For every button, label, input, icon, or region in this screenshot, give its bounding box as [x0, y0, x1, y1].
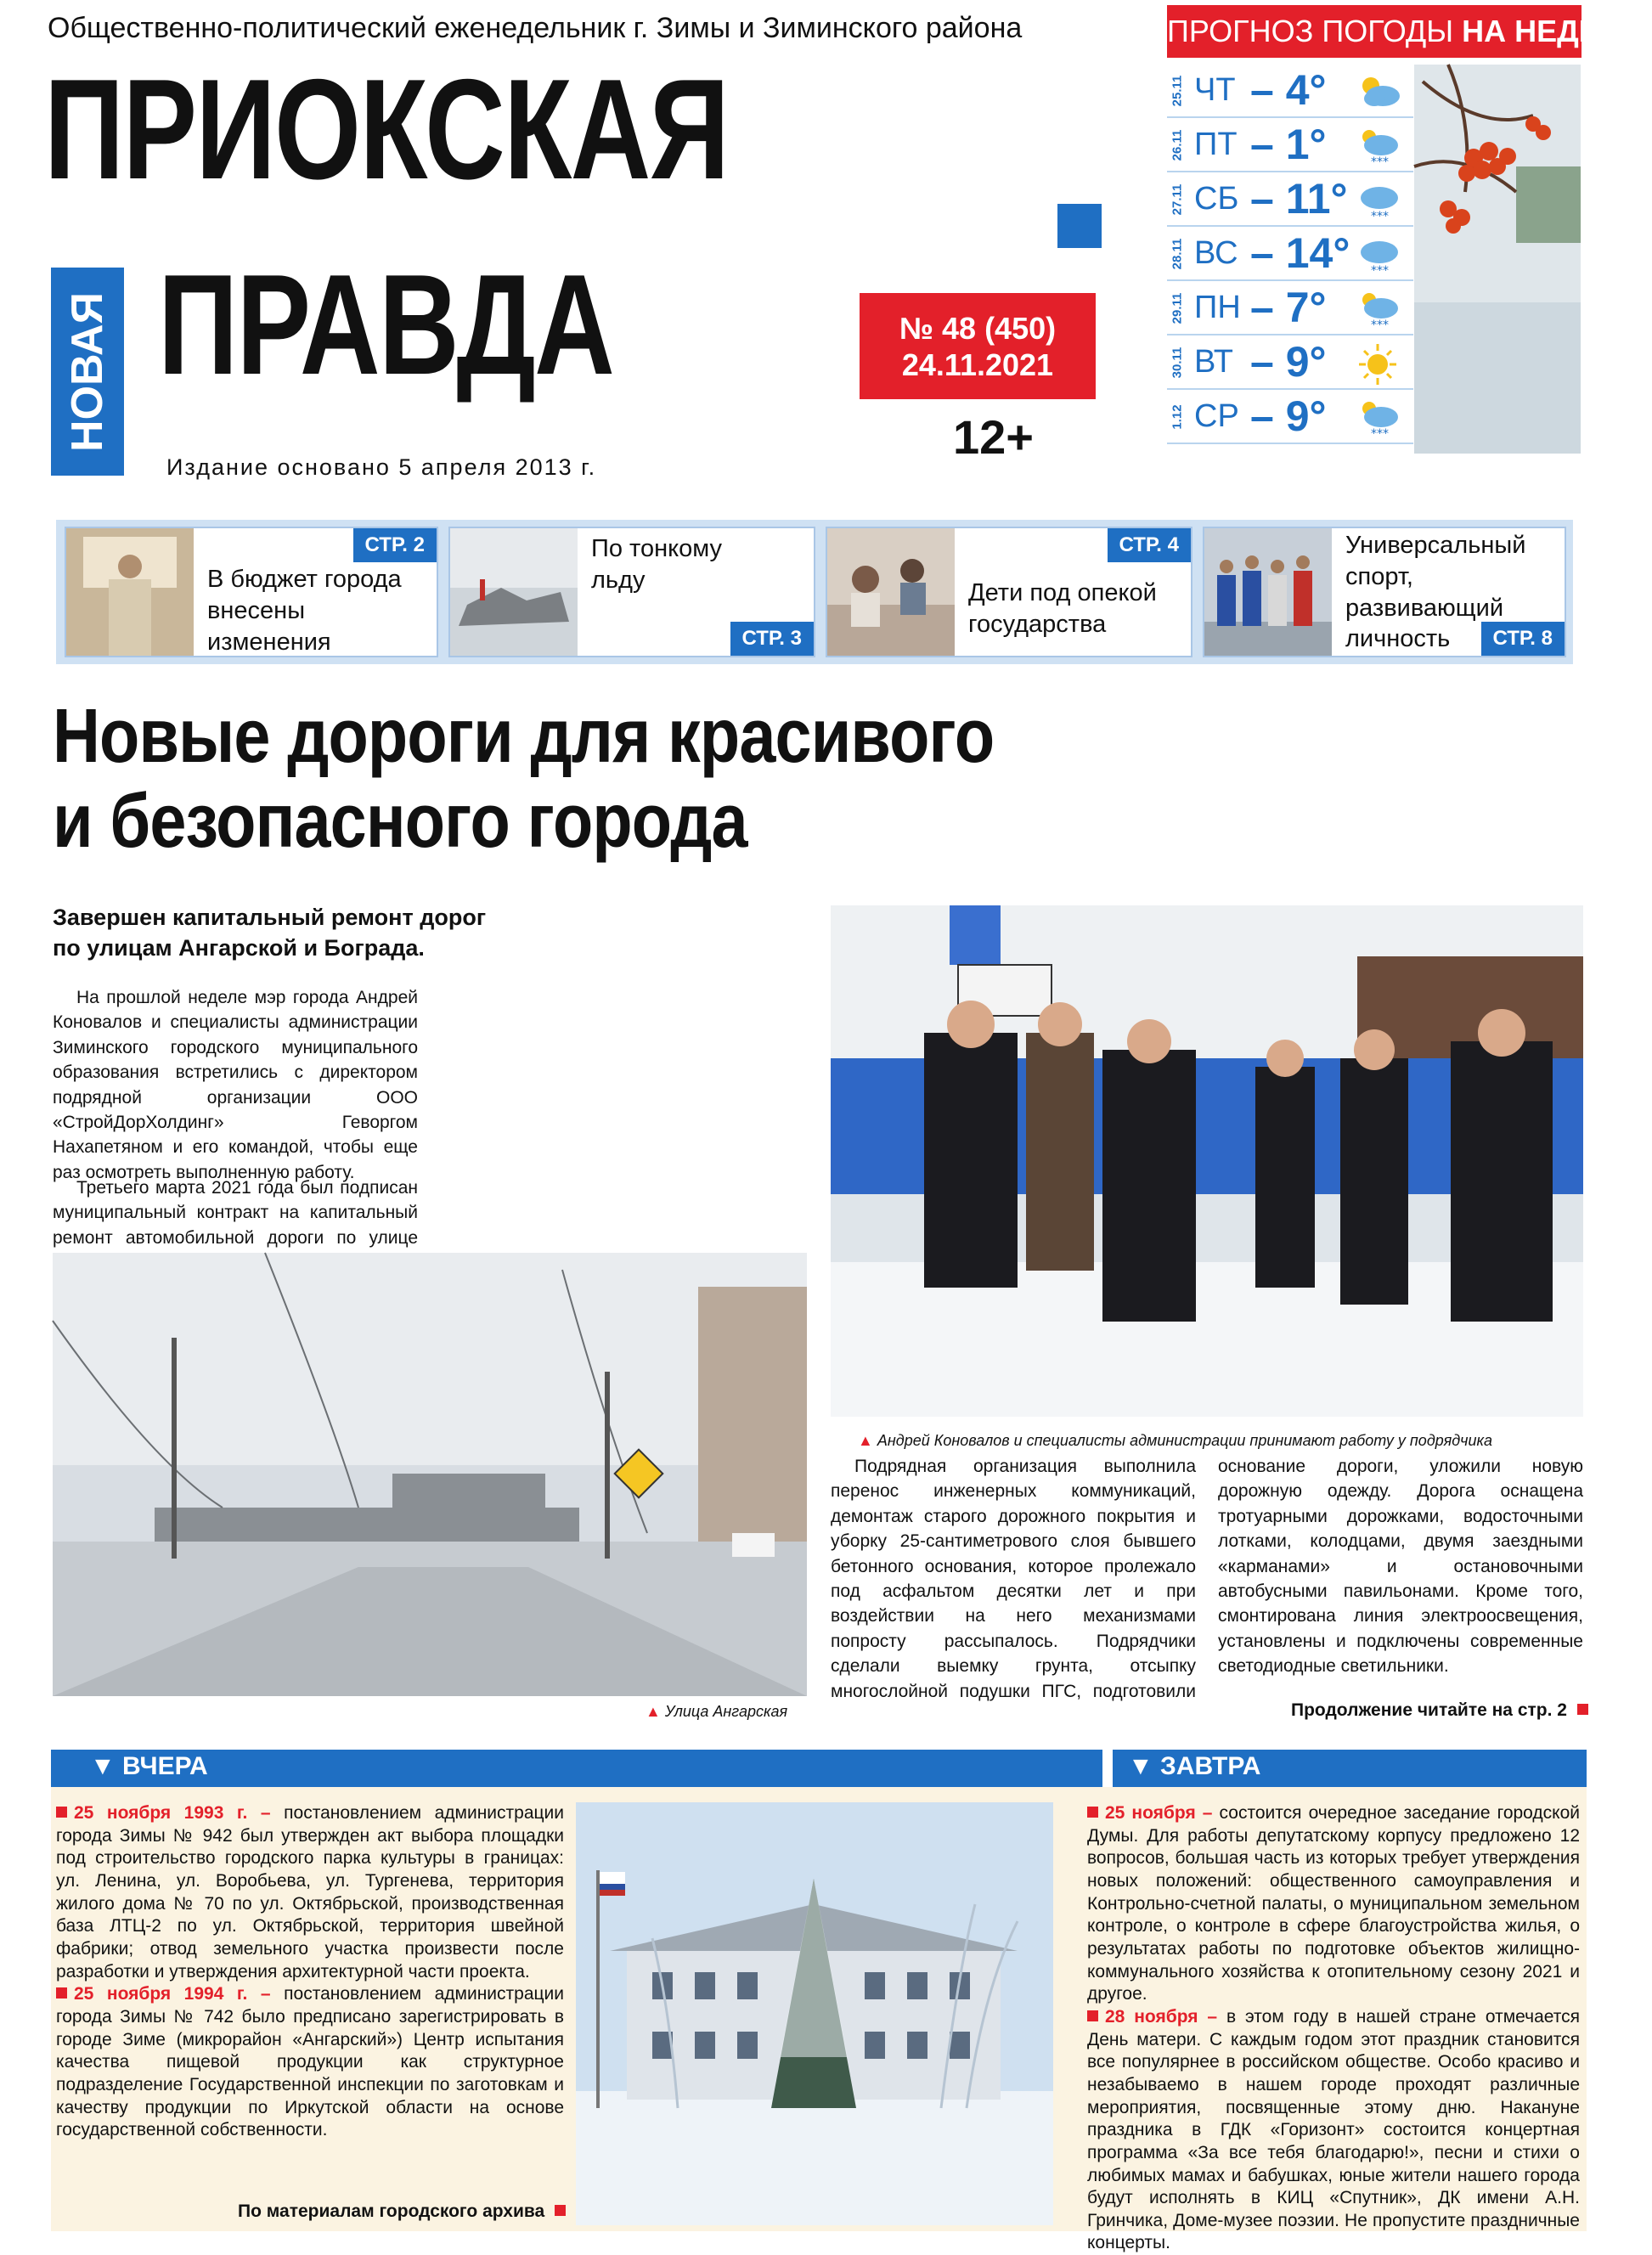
- archive-source-text: По материалам городского архива: [238, 2201, 545, 2221]
- teaser-page-badge: СТР. 8: [1481, 622, 1565, 656]
- yesterday-item: [56, 1983, 564, 2142]
- title-blue-square: [1057, 204, 1102, 248]
- weather-temp: – 11°: [1250, 175, 1348, 223]
- newspaper-title-line2: ПРАВДА: [158, 245, 614, 404]
- weather-row: [1167, 390, 1413, 444]
- age-rating: 12+: [953, 410, 1034, 464]
- yesterday-title: ▼ ВЧЕРА: [90, 1752, 208, 1780]
- yesterday-column: [56, 1802, 564, 2142]
- weather-temp: – 9°: [1250, 338, 1327, 386]
- weather-day: ПН: [1194, 290, 1241, 325]
- teaser-page-badge: СТР. 4: [1108, 528, 1192, 562]
- caption-text: Андрей Коновалов и специалисты администрации принимают работу у подрядчика: [877, 1432, 1492, 1449]
- article-paragraph: Третьего марта 2021 года был подписан муниципальный контракт на капитальный ремонт автомобильной дороги по улице: [53, 1178, 418, 1248]
- weather-heading-prefix: ПРОГНОЗ ПОГОДЫ: [1167, 14, 1463, 48]
- teaser-text: По тонкому льду: [591, 535, 723, 594]
- article-headline: [53, 695, 994, 865]
- sun-icon: [1352, 342, 1403, 386]
- snow-cloud-icon: [1352, 234, 1403, 278]
- yesterday-item: [56, 1802, 564, 1983]
- tomorrow-item-date: 25 ноября –: [1105, 1803, 1213, 1823]
- teaser-photo: [1204, 528, 1332, 656]
- article-paragraph: На прошлой неделе мэр города Андрей Коновалов и специалисты администрации Зиминского городского муниципального образования встретились с директором подрядной организации ООО «СтройДорХолдинг» Геворгом Нахапетяном и его командой, чтобы еще раз осмотреть выполненную работу.: [53, 988, 418, 1182]
- weather-date: 1.12: [1170, 404, 1185, 430]
- weather-row: [1167, 118, 1413, 172]
- weather-heading-bold: НА НЕДЕЛЮ: [1462, 14, 1652, 48]
- teaser-ice[interactable]: [448, 527, 815, 657]
- weather-temp: – 1°: [1250, 121, 1327, 168]
- teaser-text: В бюджет города внесены изменения: [207, 566, 402, 656]
- cloud-sun-icon: [1352, 70, 1403, 115]
- weather-day: ПТ: [1194, 127, 1238, 162]
- continue-text: Продолжение читайте на стр. 2: [1291, 1700, 1567, 1720]
- teaser-page-badge: СТР. 3: [730, 622, 815, 656]
- svg-text:***: ***: [1371, 427, 1389, 441]
- article-col3: [831, 1454, 1583, 1704]
- article-lead: [53, 902, 486, 964]
- snow-cloud-icon: [1352, 125, 1403, 169]
- weather-heading: [1167, 5, 1652, 58]
- weather-date: 28.11: [1170, 238, 1185, 270]
- weather-date: 26.11: [1170, 129, 1185, 161]
- tomorrow-item: [1087, 1802, 1580, 2006]
- svg-text:***: ***: [1371, 155, 1389, 169]
- tomorrow-bar: [1113, 1750, 1587, 1787]
- snow-cloud-icon: [1352, 288, 1403, 332]
- angarskaya-street-photo: [53, 1253, 807, 1696]
- novaya-label: [51, 268, 124, 476]
- issue-number: № 48 (450): [899, 311, 1057, 346]
- caption-text: Улица Ангарская: [664, 1703, 788, 1720]
- newspaper-subtitle: Общественно-политический еженедельник г. Зимы и Зиминского района: [48, 12, 1023, 44]
- weather-row: [1167, 227, 1413, 281]
- headline-line1: Новые дороги для красивого: [53, 694, 995, 779]
- teaser-sport[interactable]: [1203, 527, 1566, 657]
- weather-day: СР: [1194, 398, 1239, 434]
- svg-text:***: ***: [1371, 319, 1389, 332]
- weather-temp: – 9°: [1250, 392, 1327, 440]
- teaser-children[interactable]: [826, 527, 1192, 657]
- svg-text:***: ***: [1371, 264, 1389, 278]
- weather-table: [1167, 64, 1413, 444]
- photo-caption-main: ▲ Андрей Коновалов и специалисты администрации принимают работу у подрядчика: [858, 1432, 1492, 1449]
- svg-text:***: ***: [1371, 210, 1389, 223]
- tomorrow-item: [1087, 2006, 1580, 2255]
- snow-cloud-icon: [1352, 397, 1403, 441]
- yesterday-item-text: постановлением администрации города Зимы № 742 было предписано зарегистрировать в городе Зиме (микрорайон «Ангарский») Центр испытания качества пищевой продукции как структурное подразделение Государственной инспекции по заготовкам и качеству продукции по Иркутской области на основе государственной собственности.: [56, 1984, 564, 2140]
- weather-temp: – 14°: [1250, 229, 1350, 277]
- continue-note: [1291, 1700, 1595, 1721]
- yesterday-item-text: постановлением администрации города Зимы № 942 был утвержден акт выбора площадки под строительство городского парка культуры в границах: ул. Ленина, ул. Воробьева, ул. Тургенева, территория жилого дома № 70 по ул. Октябрьской, производственная база ЛТЦ-2 по ул. Октябрьской, территория швейной фабрики; отвод земельного участка произвести после разработки и утверждения архитектурной части проекта.: [56, 1803, 564, 1982]
- issue-date: 24.11.2021: [901, 347, 1054, 383]
- rowan-berries-photo: [1414, 65, 1581, 454]
- yesterday-title-text: ВЧЕРА: [122, 1752, 208, 1780]
- weather-row: [1167, 281, 1413, 335]
- weather-temp: – 7°: [1250, 284, 1327, 331]
- teaser-photo: [827, 528, 955, 656]
- weather-row: [1167, 335, 1413, 390]
- weather-day: СБ: [1194, 181, 1239, 217]
- weather-day: ВТ: [1194, 344, 1234, 380]
- photo-caption-street: ▲ Улица Ангарская: [646, 1703, 788, 1720]
- teaser-page-badge: СТР. 2: [353, 528, 437, 562]
- yesterday-bar: [51, 1750, 1102, 1787]
- teaser-photo: [450, 528, 578, 656]
- tomorrow-item-text: состоится очередное заседание городской Думы. Для работы депутатскому корпусу предложено 12 вопросов, большая часть из которых требует утверждения новых положений: общественного самоуправления и Контрольно-счетной палаты, о муниципальном земельном контроле, о контроле в сфере благоустройства жилья, о результатах работы по подготовке объектов жилищно-коммунального хозяйства к отопительному сезону 2021 и другое.: [1087, 1803, 1580, 2004]
- novaya-text: НОВАЯ: [63, 291, 112, 452]
- weather-row: [1167, 172, 1413, 227]
- officials-photo: [831, 905, 1583, 1417]
- teaser-photo: [66, 528, 194, 656]
- yesterday-item-date: 25 ноября 1994 г. –: [74, 1984, 271, 2004]
- weather-row: [1167, 64, 1413, 118]
- tomorrow-item-date: 28 ноября –: [1105, 2006, 1218, 2027]
- weather-date: 30.11: [1170, 347, 1185, 379]
- founded-note: Издание основано 5 апреля 2013 г.: [166, 454, 597, 480]
- teaser-text: Дети под опекой государства: [968, 579, 1157, 638]
- lead-line1: Завершен капитальный ремонт дорог: [53, 905, 487, 930]
- administration-building-photo: [576, 1802, 1053, 2225]
- yesterday-item-date: 25 ноября 1993 г. –: [74, 1803, 271, 1823]
- newspaper-title-line1: ПРИОКСКАЯ: [44, 49, 729, 209]
- tomorrow-column: [1087, 1802, 1580, 2255]
- article-paragraph: Подрядная организация выполнила перенос инженерных коммуникаций, демонтаж старого дорожного покрытия и уборку 25-сантиметрового слоя бывшего бетонного основания, которое пролежало под асфальтом десятки лет и при воздействии на него механизмами попросту рассыпалось. Подрядчики сделали выемку грунта, отсыпку многослойной подушки ПГС, подготовили основание дороги, уложили новую дорожную одежду. Дорога оснащена тротуарными дорожками, водосточными лотками, колодцами, двумя заездными «карманами» и остановочными автобусными павильонами. Кроме того, смонтирована линия электроосвещения, установлены и подключены современные светодиодные светильники.: [831, 1457, 1583, 1701]
- weather-date: 29.11: [1170, 292, 1185, 324]
- archive-source: [238, 2201, 572, 2222]
- tomorrow-title-text: ЗАВТРА: [1160, 1752, 1261, 1780]
- weather-date: 27.11: [1170, 183, 1185, 216]
- teaser-text: Универсальный спорт, развивающий личность: [1345, 532, 1526, 653]
- weather-day: ВС: [1194, 235, 1238, 271]
- weather-date: 25.11: [1170, 75, 1185, 107]
- weather-day: ЧТ: [1194, 72, 1236, 108]
- issue-badge: [860, 293, 1096, 399]
- tomorrow-title: ▼ ЗАВТРА: [1128, 1752, 1261, 1780]
- article-col1: [53, 985, 418, 1185]
- weather-temp: – 4°: [1250, 66, 1327, 114]
- tomorrow-item-text: в этом году в нашей стране отмечается День матери. С каждым годом этот праздник становится все популярнее в российском обществе. Особо красиво и незабываемо в нашем городе проходят различные мероприятия, посвященные этому дню. Накануне праздника в ГДК «Горизонт» состоится концертная программа «За все тебя благодарю!», песни и стихи о любимых мамах и бабушках, юные жители нашего города будут исполнять в КИЦ «Спутник», ДК имени А.Н. Гринчика, Доме-музее поэзии. Не пропустите праздничные концерты.: [1087, 2006, 1580, 2253]
- lead-line2: по улицам Ангарской и Бограда.: [53, 935, 425, 961]
- teaser-budget[interactable]: [65, 527, 438, 657]
- snow-cloud-icon: [1352, 179, 1403, 223]
- headline-line2: и безопасного города: [53, 778, 747, 864]
